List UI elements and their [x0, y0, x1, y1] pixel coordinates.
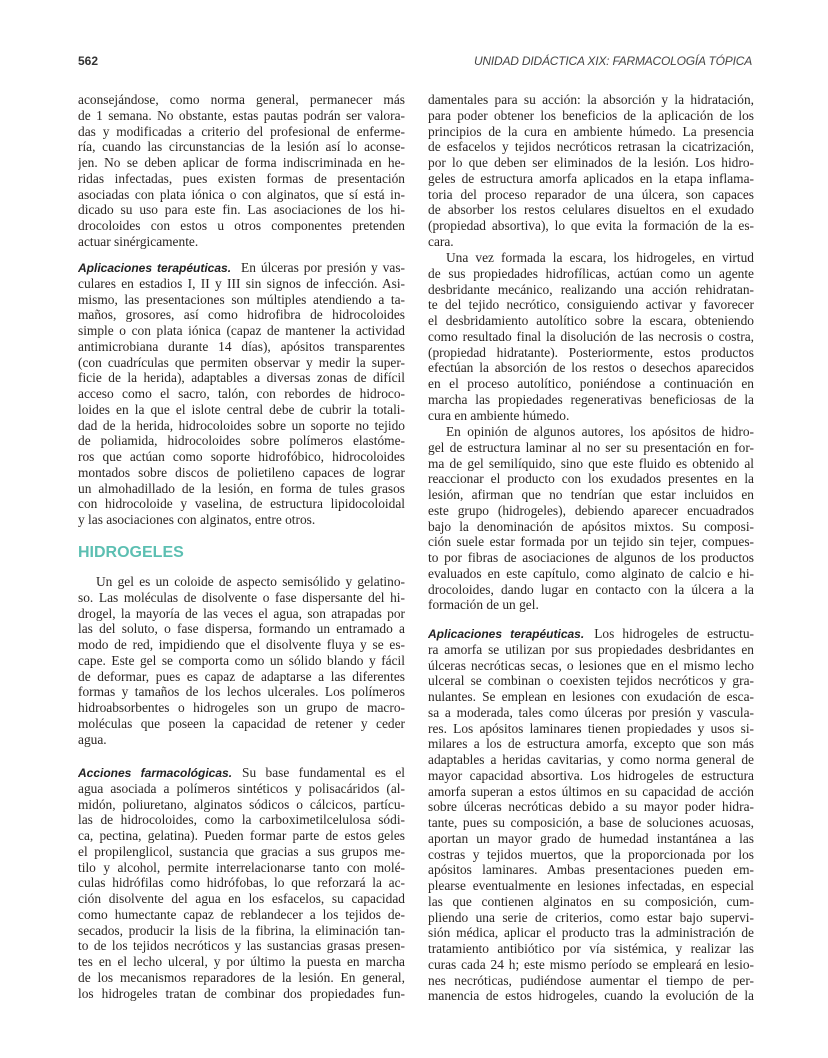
line-text: tes en el lecho ulceral, y por último la puesta en marcha [78, 954, 405, 969]
text-line [78, 355, 405, 371]
text-line [428, 297, 754, 313]
text-line [78, 732, 405, 748]
text-line [78, 139, 405, 155]
text-line [428, 218, 754, 234]
line-text: de sus propiedades hidrofílicas, actúan como un agente [428, 265, 754, 281]
line-text: acceso como el sacro, talón, con rebordes de hidroco- [78, 386, 405, 401]
line-text: gel de estructura laminar al no ser su presentación en for- [428, 439, 754, 455]
line-text: costras y tejidos muertos, que la proporcionada por los [428, 846, 754, 862]
line-text: de poliamida, hidrocoloides sobre polímeros elastóme- [78, 433, 405, 449]
text-line [428, 768, 754, 784]
line-text: culares en estadios I, II y III sin signos de infección. Asi- [78, 275, 405, 291]
line-text: modo de red, impidiendo que el disolvente fluya y se es- [78, 637, 405, 652]
text-line [78, 465, 405, 481]
line-text: aconsejándose, como norma general, permanecer más [78, 92, 405, 107]
line-text: de deformar, pues es capaz de adaptarse a las diferentes [78, 668, 405, 684]
text-line [78, 653, 405, 669]
text-line [78, 891, 405, 907]
line-text: ridas infectadas, pues existen formas de presentación [78, 170, 405, 186]
text-line [78, 812, 405, 828]
text-line [428, 139, 754, 155]
text-line [428, 519, 754, 535]
line-text: En opinión de algunos autores, los apósitos de hidro- [446, 424, 754, 439]
text-line [78, 860, 405, 876]
line-text: adaptables a heridas cavitarias, y como norma general de [428, 752, 754, 767]
line-text: drocoloides con estos u otros componentes pretenden [78, 218, 405, 233]
line-text: úlceras necróticas secas, o lesiones que en el mismo lecho [428, 657, 754, 673]
line-text: cape. Este gel se comporta como un sólido blando y fácil [78, 652, 405, 668]
text-line [78, 402, 405, 418]
text-line [428, 440, 754, 456]
line-text: moléculas que poseen la capacidad de retener y ceder [78, 715, 405, 731]
line-text: ulceral se combinan o coexisten tejidos necróticos y gra- [428, 673, 754, 689]
text-line [428, 92, 754, 108]
page-number: 562 [78, 54, 99, 68]
line-text: bajo la denominación de apósitos mixtos. Su composi- [428, 518, 754, 534]
text-line [78, 512, 405, 528]
line-text: (propiedad hidratante). Posteriormente, estos productos [428, 344, 754, 360]
line-text: simple o con plata iónica (capaz de mantener la actividad [78, 323, 405, 338]
text-line [428, 847, 754, 863]
paragraph [428, 424, 754, 613]
text-line [78, 669, 405, 685]
line-text: de 1 semana. No obstante, estas pautas podrán ser valora- [78, 107, 405, 123]
text-line [78, 218, 405, 234]
line-text: los hidrogeles tratan de combinar dos propiedades fun- [78, 985, 405, 1001]
text-line [428, 582, 754, 598]
text-line [78, 684, 405, 700]
text-line [78, 92, 405, 108]
text-line [428, 329, 754, 345]
text-line [78, 187, 405, 203]
text-line [428, 597, 754, 613]
text-line [428, 471, 754, 487]
text-line [78, 433, 405, 449]
text-line [428, 705, 754, 721]
line-text: de esfacelos y tejidos necróticos retrasan la cicatrización, [428, 139, 754, 155]
line-text: damentales para su acción: la absorción y la hidratación, [428, 92, 754, 107]
line-text: formación de un gel. [428, 597, 539, 613]
text-line [78, 292, 405, 308]
line-text: ción disolvente del agua en los esfacelos, su capacidad [78, 891, 405, 906]
line-text: (con cuadrículas que permiten observar y medir la super- [78, 354, 405, 370]
line-text: para poder obtener los beneficios de la aplicación de los [428, 107, 754, 123]
line-text: mayor capacidad absortiva. Los hidrogeles de estructura [428, 767, 754, 783]
line-text: las de hidrocoloides, como la carboximetilcelulosa sódi- [78, 812, 405, 828]
text-line [428, 282, 754, 298]
line-text: tratamiento antibiótico por vía sistémica, y realizar las [428, 941, 754, 956]
text-line [428, 988, 754, 1004]
line-text: ficie de la herida), adaptables a diversas zonas de difícil [78, 370, 405, 386]
line-text: manencia de estos hidrogeles, cuando la evolución de la [428, 988, 754, 1004]
text-line [78, 496, 405, 512]
line-text: formas y tamaños de los lechos ulcerales. Los polímeros [78, 684, 405, 700]
text-line [78, 370, 405, 386]
line-text: Una vez formada la escara, los hidrogeles, en virtud [446, 250, 754, 265]
line-text: drocoloides, dando lugar en contacto con la úlcera a la [428, 581, 754, 597]
section-heading-hidrogeles: HIDROGELES [78, 544, 184, 561]
text-line [78, 637, 405, 653]
text-line [428, 721, 754, 737]
line-text: con hidrocoloide y vaselina, de estructura lipidocoloidal [78, 496, 405, 512]
text-line [428, 234, 754, 250]
text-line [78, 875, 405, 891]
line-text: plearse eventualmente en lesiones infectadas, en especial [428, 878, 754, 893]
line-text: el propilenglicol, sustancia que gracias a sus grupos me- [78, 843, 405, 859]
text-line [78, 621, 405, 637]
paragraph-intro-hidrogeles [78, 574, 405, 747]
line-text: de los mecanismos reparadores de la lesión. En general, [78, 969, 405, 985]
text-line [78, 923, 405, 939]
line-text: un almohadillado de la lesión, en forma de tules grasos [78, 480, 405, 496]
line-text: te del tejido necrótico, consiguiendo activar y favorecer [428, 297, 754, 313]
line-text: evaluados en este capítulo, como alginato de calcio e hi- [428, 565, 754, 581]
line-text: este grupo (hidrogeles), debiendo aparecer encuadrados [428, 502, 754, 518]
line-text: (propiedad absortiva), lo que evita la formación de la es- [428, 218, 754, 233]
text-line [78, 907, 405, 923]
line-text: maños, grosores, así como hidrofibra de hidrocoloides [78, 307, 405, 323]
text-line [428, 392, 754, 408]
text-line [428, 550, 754, 566]
text-line [428, 124, 754, 140]
text-line [78, 171, 405, 187]
text-line [78, 844, 405, 860]
text-line [428, 376, 754, 392]
text-line [428, 424, 754, 440]
text-line [428, 487, 754, 503]
text-line [428, 534, 754, 550]
line-text: agua. [78, 731, 107, 747]
text-line [78, 260, 405, 276]
text-line [428, 566, 754, 582]
running-title: UNIDAD DIDÁCTICA XIX: FARMACOLOGÍA TÓPICA [473, 54, 752, 68]
text-line [428, 689, 754, 705]
run-in-heading: Aplicaciones terapéuticas. [78, 261, 232, 275]
text-line [78, 307, 405, 323]
text-line [78, 276, 405, 292]
text-line [428, 408, 754, 424]
line-text: amorfa superan a estos últimos en su capacidad de acción [428, 783, 754, 799]
paragraph-aplicaciones-terapeuticas [78, 260, 405, 528]
line-text: las que contienen alginatos en su composición, cum- [428, 893, 754, 909]
line-text: ría, cuando las circunstancias de la lesión así lo aconse- [78, 139, 405, 155]
text-line [428, 266, 754, 282]
line-text: Su base fundamental es el [242, 765, 405, 780]
line-text: ca, pectina, gelatina). Pueden formar parte de estos geles [78, 828, 405, 843]
line-text: ma de gel semilíquido, sino que este fluido es obtenido al [428, 455, 754, 471]
text-line [428, 910, 754, 926]
text-line [428, 313, 754, 329]
text-line [428, 941, 754, 957]
line-text: so. Las moléculas de disolvente o fase dispersante del hi- [78, 589, 405, 605]
line-text: jen. No se deben aplicar de forma indiscriminada en he- [78, 155, 405, 170]
paragraph-acciones-farmacologicas [78, 765, 405, 1001]
text-line [428, 784, 754, 800]
line-text: cara. [428, 233, 454, 249]
text-line [428, 799, 754, 815]
text-line [428, 187, 754, 203]
text-line [428, 360, 754, 376]
text-line [78, 970, 405, 986]
text-line [78, 574, 405, 590]
text-line [78, 155, 405, 171]
line-text: dad de la herida, hidrocoloides sobre un soporte no tejido [78, 417, 405, 433]
text-line [78, 954, 405, 970]
line-text: y las asociaciones con alginatos, entre otros. [78, 512, 316, 527]
line-text: pliendo una serie de criterios, como estar bajo supervi- [428, 909, 754, 925]
line-text: mismo, las presentaciones son múltiples atendiendo a ta- [78, 291, 405, 307]
line-text: marcha las propiedades regenerativas beneficiosas de la [428, 391, 754, 407]
text-line [428, 894, 754, 910]
line-text: montados sobre discos de polietileno capaces de lograr [78, 464, 405, 480]
line-text: sobre úlceras necróticas debido a su mayor poder hidra- [428, 799, 754, 815]
text-line [78, 449, 405, 465]
line-text: apósitos laminares. Ambas presentaciones pueden em- [428, 862, 754, 878]
paragraph [428, 92, 754, 250]
line-text: to de los tejidos necróticos y las sustancias grasas presen- [78, 938, 405, 954]
line-text: efectúan la absorción de los restos o desechos aparecidos [428, 360, 754, 376]
text-line [428, 250, 754, 266]
line-text: como resultado final la disolución de las necrosis o costra, [428, 328, 754, 344]
line-text: desbridante mecánico, realizando una acción rehidratan- [428, 281, 754, 297]
line-text: tilo y alcohol, permite interrelacionarse tanto con molé- [78, 859, 405, 875]
line-text: curas cada 24 h; este mismo período se empleará en lesio- [428, 956, 754, 972]
text-line [78, 828, 405, 844]
line-text: antimicrobiana durante 14 días), apósitos transparentes [78, 338, 405, 354]
text-line [428, 108, 754, 124]
text-line [78, 323, 405, 339]
line-text: Los hidrogeles de estructu- [594, 626, 754, 641]
run-in-heading: Aplicaciones terapéuticas. [428, 627, 585, 641]
line-text: cura en ambiente húmedo. [428, 407, 570, 423]
line-text: dicado su uso para este fin. Las asociaciones de los hi- [78, 202, 405, 218]
line-text: el desbridamiento autolítico sobre la escara, obteniendo [428, 313, 754, 328]
text-line [428, 202, 754, 218]
text-line [428, 658, 754, 674]
line-text: das y modificadas a criterio del profesional de enferme- [78, 123, 405, 139]
text-line [78, 986, 405, 1002]
text-line [428, 925, 754, 941]
line-text: ra amorfa se utilizan por sus propiedades desbridantes en [428, 641, 754, 657]
text-line [428, 736, 754, 752]
text-line [78, 700, 405, 716]
line-text: sión médica, aplicar el producto tras la administración de [428, 925, 754, 941]
paragraph [78, 92, 405, 250]
text-line [78, 202, 405, 218]
text-line [428, 957, 754, 973]
text-line [78, 481, 405, 497]
line-text: loides en la que el islote central debe de cubrir la totali- [78, 401, 405, 417]
line-text: secados, producir la lisis de la fibrina, la eliminación tan- [78, 922, 405, 938]
line-text: agua asociada a polímeros sintéticos y polisacáridos (al- [78, 780, 405, 796]
line-text: por lo que deben ser eliminados de la lesión. Los hidro- [428, 155, 754, 170]
text-line [428, 155, 754, 171]
line-text: reaccionar el producto con los exudados presentes en la [428, 471, 754, 487]
line-text: midón, poliuretano, alginatos sódicos o cálcicos, partícu- [78, 796, 405, 812]
line-text: ros que actúan como soporte hidrofóbico, hidrocoloides [78, 449, 405, 464]
paragraph-aplicaciones-terapeuticas [428, 626, 754, 1004]
line-text: actuar sinérgicamente. [78, 233, 199, 249]
line-text: hidroabsorbentes o hidrogeles son un grupo de macro- [78, 700, 405, 715]
line-text: res. Los apósitos laminares tienen propiedades y usos si- [428, 720, 754, 736]
text-line [428, 752, 754, 768]
line-text: tante, pues su composición, a base de soluciones acuosas, [428, 815, 754, 830]
text-line [428, 815, 754, 831]
paragraph [428, 250, 754, 423]
line-text: lesión, afirman que no tendrían que estar incluidos en [428, 487, 754, 502]
line-text: aportan un mayor grado de humedad instantánea a las [428, 830, 754, 846]
line-text: to por fibras de asociaciones de algunos de los productos [428, 550, 754, 565]
line-text: sa a moderada, tales como úlceras por presión y vascula- [428, 704, 754, 720]
text-line [428, 456, 754, 472]
line-text: milares a los de estructura amorfa, excepto que son más [428, 736, 754, 752]
line-text: ción suele estar formada por un tejido sin tejer, compues- [428, 534, 754, 550]
line-text: nulantes. Se emplean en lesiones con exudación de esca- [428, 689, 754, 704]
run-in-heading: Acciones farmacológicas. [78, 766, 233, 780]
text-line [78, 234, 405, 250]
line-text: en el proceso autolítico, poniéndose a continuación en [428, 376, 754, 391]
text-line [78, 339, 405, 355]
line-text: Un gel es un coloide de aspecto semisólido y gelatino- [96, 574, 405, 589]
line-text: principios de la cura en ambiente húmedo. La presencia [428, 123, 754, 139]
line-text: de absorber los restos celulares disueltos en el exudado [428, 202, 754, 218]
line-text: asociadas con plata iónica o con alginatos, que sí está in- [78, 186, 405, 202]
line-text: geles de estructura amorfa aplicados en la etapa inflama- [428, 170, 754, 186]
line-text: culas hidrófilas como hidrófobas, lo que reforzará la ac- [78, 875, 405, 891]
text-line [78, 418, 405, 434]
text-line [78, 781, 405, 797]
text-line [78, 606, 405, 622]
text-line [428, 345, 754, 361]
text-line [428, 878, 754, 894]
text-line [78, 590, 405, 606]
text-line [428, 973, 754, 989]
text-line [428, 673, 754, 689]
line-text: nes necróticas, pudiéndose aumentar el tiempo de per- [428, 972, 754, 988]
text-line [428, 831, 754, 847]
text-line [428, 171, 754, 187]
line-text: toria del proceso reparador de una úlcera, son capaces [428, 186, 754, 202]
text-line [78, 124, 405, 140]
text-line [428, 503, 754, 519]
text-line [78, 716, 405, 732]
text-line [428, 862, 754, 878]
line-text: drogel, la mayoría de las veces el agua, son atrapadas por [78, 605, 405, 621]
line-text: las del soluto, o fase dispersa, formando un entramado a [78, 621, 405, 637]
text-line [428, 626, 754, 642]
text-line [428, 642, 754, 658]
line-text: En úlceras por presión y vas- [241, 260, 405, 275]
text-line [78, 108, 405, 124]
text-line [78, 938, 405, 954]
text-line [78, 386, 405, 402]
text-line [78, 765, 405, 781]
line-text: como humectante capaz de reblandecer a los tejidos de- [78, 906, 405, 922]
text-line [78, 797, 405, 813]
